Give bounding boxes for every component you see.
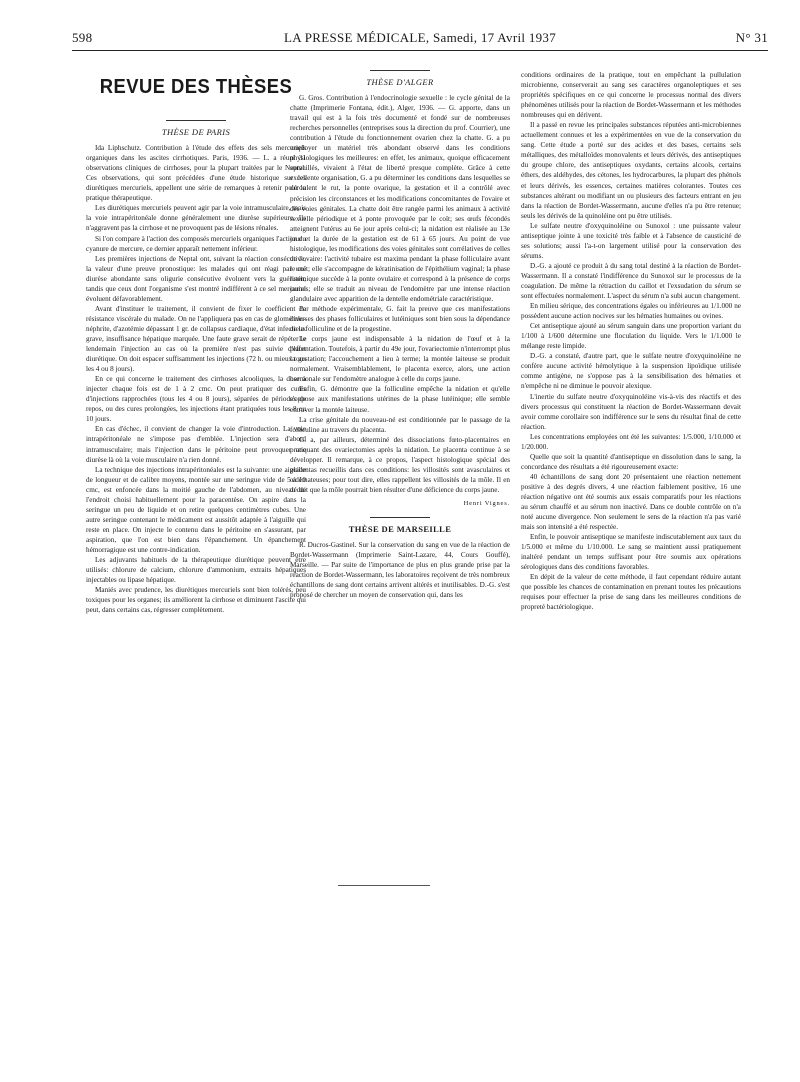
- paragraphs: [521, 70, 741, 613]
- paragraph: En milieu sérique, des concentrations égales ou inférieures au 1/1.000 ne possèdent aucune action nocives sur les hématies humaines ou ovines.: [521, 302, 741, 321]
- paragraph: Avant d'instituer le traitement, il convient de fixer le coefficient de résistance viscérale du malade. On ne l'appliquera pas en cas de glomérulo-néphrite, d'azotémie dépassant 1 gr. de collapsus cardiaque, d'état infectieux grave, insuffisance hépatique marquée. Une faute grave serait de répéter le lendemain l'injection au cas où la première n'est pas suivie d'effet diurétique. On doit espacer suffisamment les injections (72 h. ou mieux tous les 4 ou 8 jours).: [86, 304, 306, 374]
- page-number: 598: [72, 30, 93, 45]
- paragraph: Les premières injections de Neptal ont, suivant la réaction consécutive, la valeur d'une preuve pronostique: les malades qui ont réagi par une diurèse abondante sans oligurie consécutive évoluent vers la guérison; tandis que ceux dont l'organisme s'est montré indifférent à ce sel mercuriel évoluent défavorablement.: [86, 254, 306, 303]
- separator: [370, 70, 430, 71]
- paragraph: R. Ducros-Gastinel. Sur la conservation du sang en vue de la réaction de Bordet-Wassermann (Imprimerie Saint-Lazare, 44, Cours Gouffé), Marseille. — Par suite de l'importance de plus en plus grande prise par la réaction de Bordet-Wassermann, les laboratoires reçoivent de très nombreux échantillons de sang dont certains arrivent altérés et inutilisables. D.-G. s'est proposé de chercher un moyen de conservation qui, dans les: [290, 541, 510, 600]
- issue-number: N° 31: [735, 30, 768, 45]
- paragraph: La crise génitale du nouveau-né est conditionnée par le passage de la folliculine au travers du placenta.: [290, 415, 510, 434]
- end-rule: [338, 885, 430, 886]
- paragraph: Il a passé en revue les principales substances réputées anti-microbiennes actuellement connues et les a expérimentées en vue de la conservation du sang. Cette étude a porté sur des acides et des bases, certains sels métalliques, des métalloïdes monovalents et leurs dérivés, des antiseptiques du groupe chlore, des antiseptiques oxydants, certains alcools, certains éthers, des aldéhydes, des cétones, les hydrocarbures, la plupart des phénols et leurs dérivés, les essences, certaines matières colorantes. Toutes ces substances altérant ou modifiant un ou plusieurs des facteurs entrant en jeu dans la réaction de Bordet-Wassermann, aucune d'elles n'a pu être retenue; seuls les dérivés de la quinoléine ont pu être utilisés.: [521, 121, 741, 220]
- paragraph: conditions ordinaires de la pratique, tout en empêchant la pullulation microbienne, conserverait au sang ses caractères organoleptiques et ses propriétés spécifiques en ce qui concerne le processus normal des divers phénomènes utilisés pour la réaction de Bordet-Wassermann et les méthodes nombreuses qui en dérivent.: [521, 71, 741, 120]
- paragraph: Ida Liphschutz. Contribution à l'étude des effets des sels mercuriels organiques dans les ascites cirrhotiques. Paris, 1936. — L. a réuni 31 observations cliniques de cirrhoses, pour la plupart traitées par le Neptal. Ces observations, qui sont précédées d'une étude historique sur les diurétiques mercuriels, appellent une série de remarques à retenir pour la pratique thérapeutique.: [86, 144, 306, 203]
- paragraph: Si l'on compare à l'action des composés mercuriels organiques l'action du cyanure de mercure, ce dernier apparaît nettement inférieur.: [86, 234, 306, 253]
- separator: [166, 120, 226, 121]
- paragraph: D.-G. a constaté, d'autre part, que le sulfate neutre d'oxyquinoléine ne confère aucune activité hémolytique à la suspension lipoïdique utilisée comme antigène, ne s'oppose pas à la sensibilisation des hématies et n'empêche ni ne diminue le pouvoir alexique.: [521, 352, 741, 391]
- separator: [370, 517, 430, 518]
- paragraph: L'inertie du sulfate neutre d'oxyquinoléine vis-à-vis des réactifs et des divers processus qui constituent la réaction de Bordet-Wassermann devait avoir comme corollaire son indifférence sur le sens du résultat final de cette réaction.: [521, 392, 741, 431]
- paragraph: Maniés avec prudence, les diurétiques mercuriels sont bien tolérés, peu toxiques pour les organes; ils améliorent la cirrhose et diminuent l'ascite qui peut, dans certains cas, régresser complètement.: [86, 586, 306, 615]
- paragraph: Cet antiseptique ajouté au sérum sanguin dans une proportion variant du 1/100 à 1/600 détermine une floculation du liquide. Vers le 1/1.000 le mélange reste limpide.: [521, 322, 741, 351]
- section-title: REVUE DES THÈSES: [99, 76, 293, 98]
- paragraph: En dépit de la valeur de cette méthode, il faut cependant réduire autant que possible les chances de contamination en prenant toutes les précautions requises pour effectuer la prise de sang dans les meilleures conditions de propreté bactériologique.: [521, 573, 741, 612]
- paragraphs: [290, 93, 510, 495]
- column-3: [521, 70, 741, 613]
- paragraph: Les adjuvants habituels de la thérapeutique diurétique peuvent être utilisés: chlorure de calcium, chlorure d'ammonium, extraits hépatiques injectables ou lipase hépatique.: [86, 556, 306, 585]
- paragraph: Le corps jaune est indispensable à la nidation de l'œuf et à la placentation. Toutefois, à partir du 49e jour, l'ovariectomie n'interrompt plus la gestation; l'accouchement a lieu à terme; la montée laiteuse se produit normalement. Vraisemblablement, le placenta exerce, alors, une action hormonale sur l'endomètre analogue à celle du corps jaune.: [290, 335, 510, 384]
- paragraph: En cas d'échec, il convient de changer la voie d'introduction. La voie intrapéritonéale ne s'impose pas d'emblée. L'injection sera d'abord intramusculaire; mais l'injection dans le péritoine peut provoquer une diurèse là où la voie musculaire n'a rien donné.: [86, 425, 306, 464]
- paragraph: Quelle que soit la quantité d'antiseptique en dissolution dans le sang, la concordance des résultats a été rigoureusement exacte:: [521, 452, 741, 471]
- paragraph: Les diurétiques mercuriels peuvent agir par la voie intramusculaire, mais la voie intrapéritonéale donne généralement une diurèse supérieure. Ils n'aggravent pas la cirrhose et ne provoquent pas de lésions rénales.: [86, 204, 306, 233]
- paragraph: G. a, par ailleurs, déterminé des dissociations fœto-placentaires en pratiquant des ovariectomies après la nidation. Le placenta continue à se développer. Il remarque, à ce propos, l'aspect histologique spécial des placentas recueillis dans ces conditions: les villosités sont avasculaires et œdémateuses; pour tout dire, elles rappellent les villosités de la môle. Il en déduit que la môle pourrait bien résulter d'une déficience du corps jaune.: [290, 435, 510, 494]
- column-1: [86, 70, 306, 615]
- paragraph: 40 échantillons de sang dont 20 présentaient une réaction nettement positive à des degrés divers, 4 une réaction faiblement positive, 16 une réaction négative ont été soumis aux essais comparatifs pour les réactions au sérum chauffé et au sérum non inactivé. Dans ce double contrôle on n'a noté aucune divergence. Non seulement le sens de la réaction n'a pas varié mais son intensité a été respectée.: [521, 472, 741, 532]
- heading-these-marseille: THÈSE DE MARSEILLE: [348, 523, 452, 534]
- paragraph: Enfin, le pouvoir antiseptique se manifeste indiscutablement aux taux du 1/5.000 et même du 1/10.000. Le sang se maintient aussi pratiquement inaltéré pendant un temps suffisant pour être soumis aux opérations sérologiques dans des conditions favorables.: [521, 533, 741, 572]
- paragraphs: [86, 143, 306, 615]
- journal-title: LA PRESSE MÉDICALE, Samedi, 17 Avril 1937: [283, 30, 557, 45]
- header-rule: [72, 50, 768, 51]
- paragraph: G. Gros. Contribution à l'endocrinologie sexuelle : le cycle génital de la chatte (Imprimerie Fontana, édit.), Alger, 1936. — G. apporte, dans un travail qui est à la fois très documenté et fondé sur de nombreuses recherches personnelles (entreprises sous la direction du prof. Courrier), une contribution à l'étude du fonctionnement ovarien chez la chatte. G. a pu employer un matériel très abondant observé dans les conditions physiologiques les meilleures: en effet, les animaux, quoique efficacement surveillés, vivaient à l'état de liberté presque complète. Grâce à cette excellente organisation, G. a pu déterminer les conditions dans lesquelles se déroulent le rut, la ponte ovarique, la gestation et il a contrôlé avec précision les circonstances et les modifications concomitantes de l'ovaire et des voies génitales. La chatte doit être rangée parmi les animaux à activité sexuelle périodique et à ponte provoquée par le coït; ses œufs fécondés atteignent l'utérus au 6e jour après celui-ci; la nidation est réalisée au 13e jour et la durée de la gestation est de 61 à 65 jours. Au point de vue histologique, les modifications des voies génitales sont corrélatives de celles de l'ovaire: l'activité tubaire est maxima pendant la phase folliculaire avant le coït; elle s'accompagne de kératinisation de l'épithélium vaginal; la phase lutéinique succède à la ponte ovulaire et correspond à la présence de corps jaunes; elle se traduit au niveau de l'endomètre par une intense réaction glandulaire avec apparition de la dentelle endométriale caractéristique.: [290, 94, 510, 303]
- page-header: [72, 30, 768, 46]
- paragraph: Enfin, G. démontre que la folliculine empêche la nidation et qu'elle s'oppose aux manifestations utérines de la phase lutéinique; elle semble entraver la montée laiteuse.: [290, 385, 510, 414]
- paragraph: Le sulfate neutre d'oxyquinoléine ou Sunoxol : une puissante valeur antiseptique jointe à une toxicité très faible et à l'absence de causticité de ses solutions; aussi l'a-t-on largement utilisé pour la conservation des sérums.: [521, 221, 741, 260]
- author-signature: Henri Vignes.: [463, 499, 510, 507]
- paragraph: En ce qui concerne le traitement des cirrhoses alcooliques, la dose à injecter chaque fois est de 1 à 2 cmc. On peut pratiquer des cures d'injections rapprochées (tous les 4 ou 8 jours), séparées de périodes de repos, ou des cures prolongées, les injections étant pratiquées tous les 8 ou 10 jours.: [86, 375, 306, 424]
- column-2: [290, 70, 510, 600]
- paragraph: Par méthode expérimentale, G. fait la preuve que ces manifestations diverses des phases folliculaires et lutéiniques sont bien sous la dépendance de la folliculine et de la progestine.: [290, 305, 510, 334]
- heading-these-alger: THÈSE D'ALGER: [366, 77, 434, 87]
- paragraphs: [290, 540, 510, 600]
- paragraph: La technique des injections intrapéritonéales est la suivante: une aiguille de longueur et de calibre moyens, montée sur une seringue vide de 5 à 10 cmc, est enfoncée dans la moitié gauche de l'abdomen, au niveau de l'endroit choisi habituellement pour la paracentèse. On aspire dans la seringue un peu de liquide et on retire quelques centimètres cubes. Une autre seringue contenant le médicament est aussitôt adaptée à l'aiguille qui reste en place. On injecte le contenu dans le péritoine en s'assurant, par aspiration, que l'on est bien dans l'épanchement. Un épanchement hémorragique est une contre-indication.: [86, 465, 306, 554]
- paragraph: Les concentrations employées ont été les suivantes: 1/5.000, 1/10.000 et 1/20.000.: [521, 432, 741, 451]
- paragraph: D.-G. a ajouté ce produit à du sang total destiné à la réaction de Bordet-Wassermann. Il a constaté l'indifférence du Sunoxol sur le processus de la coagulation. De même la rétraction du caillot et l'exsudation du sérum se sont effectuées normalement. L'aspect du sérum n'a subi aucun changement.: [521, 261, 741, 301]
- heading-these-paris: THÈSE DE PARIS: [161, 127, 231, 138]
